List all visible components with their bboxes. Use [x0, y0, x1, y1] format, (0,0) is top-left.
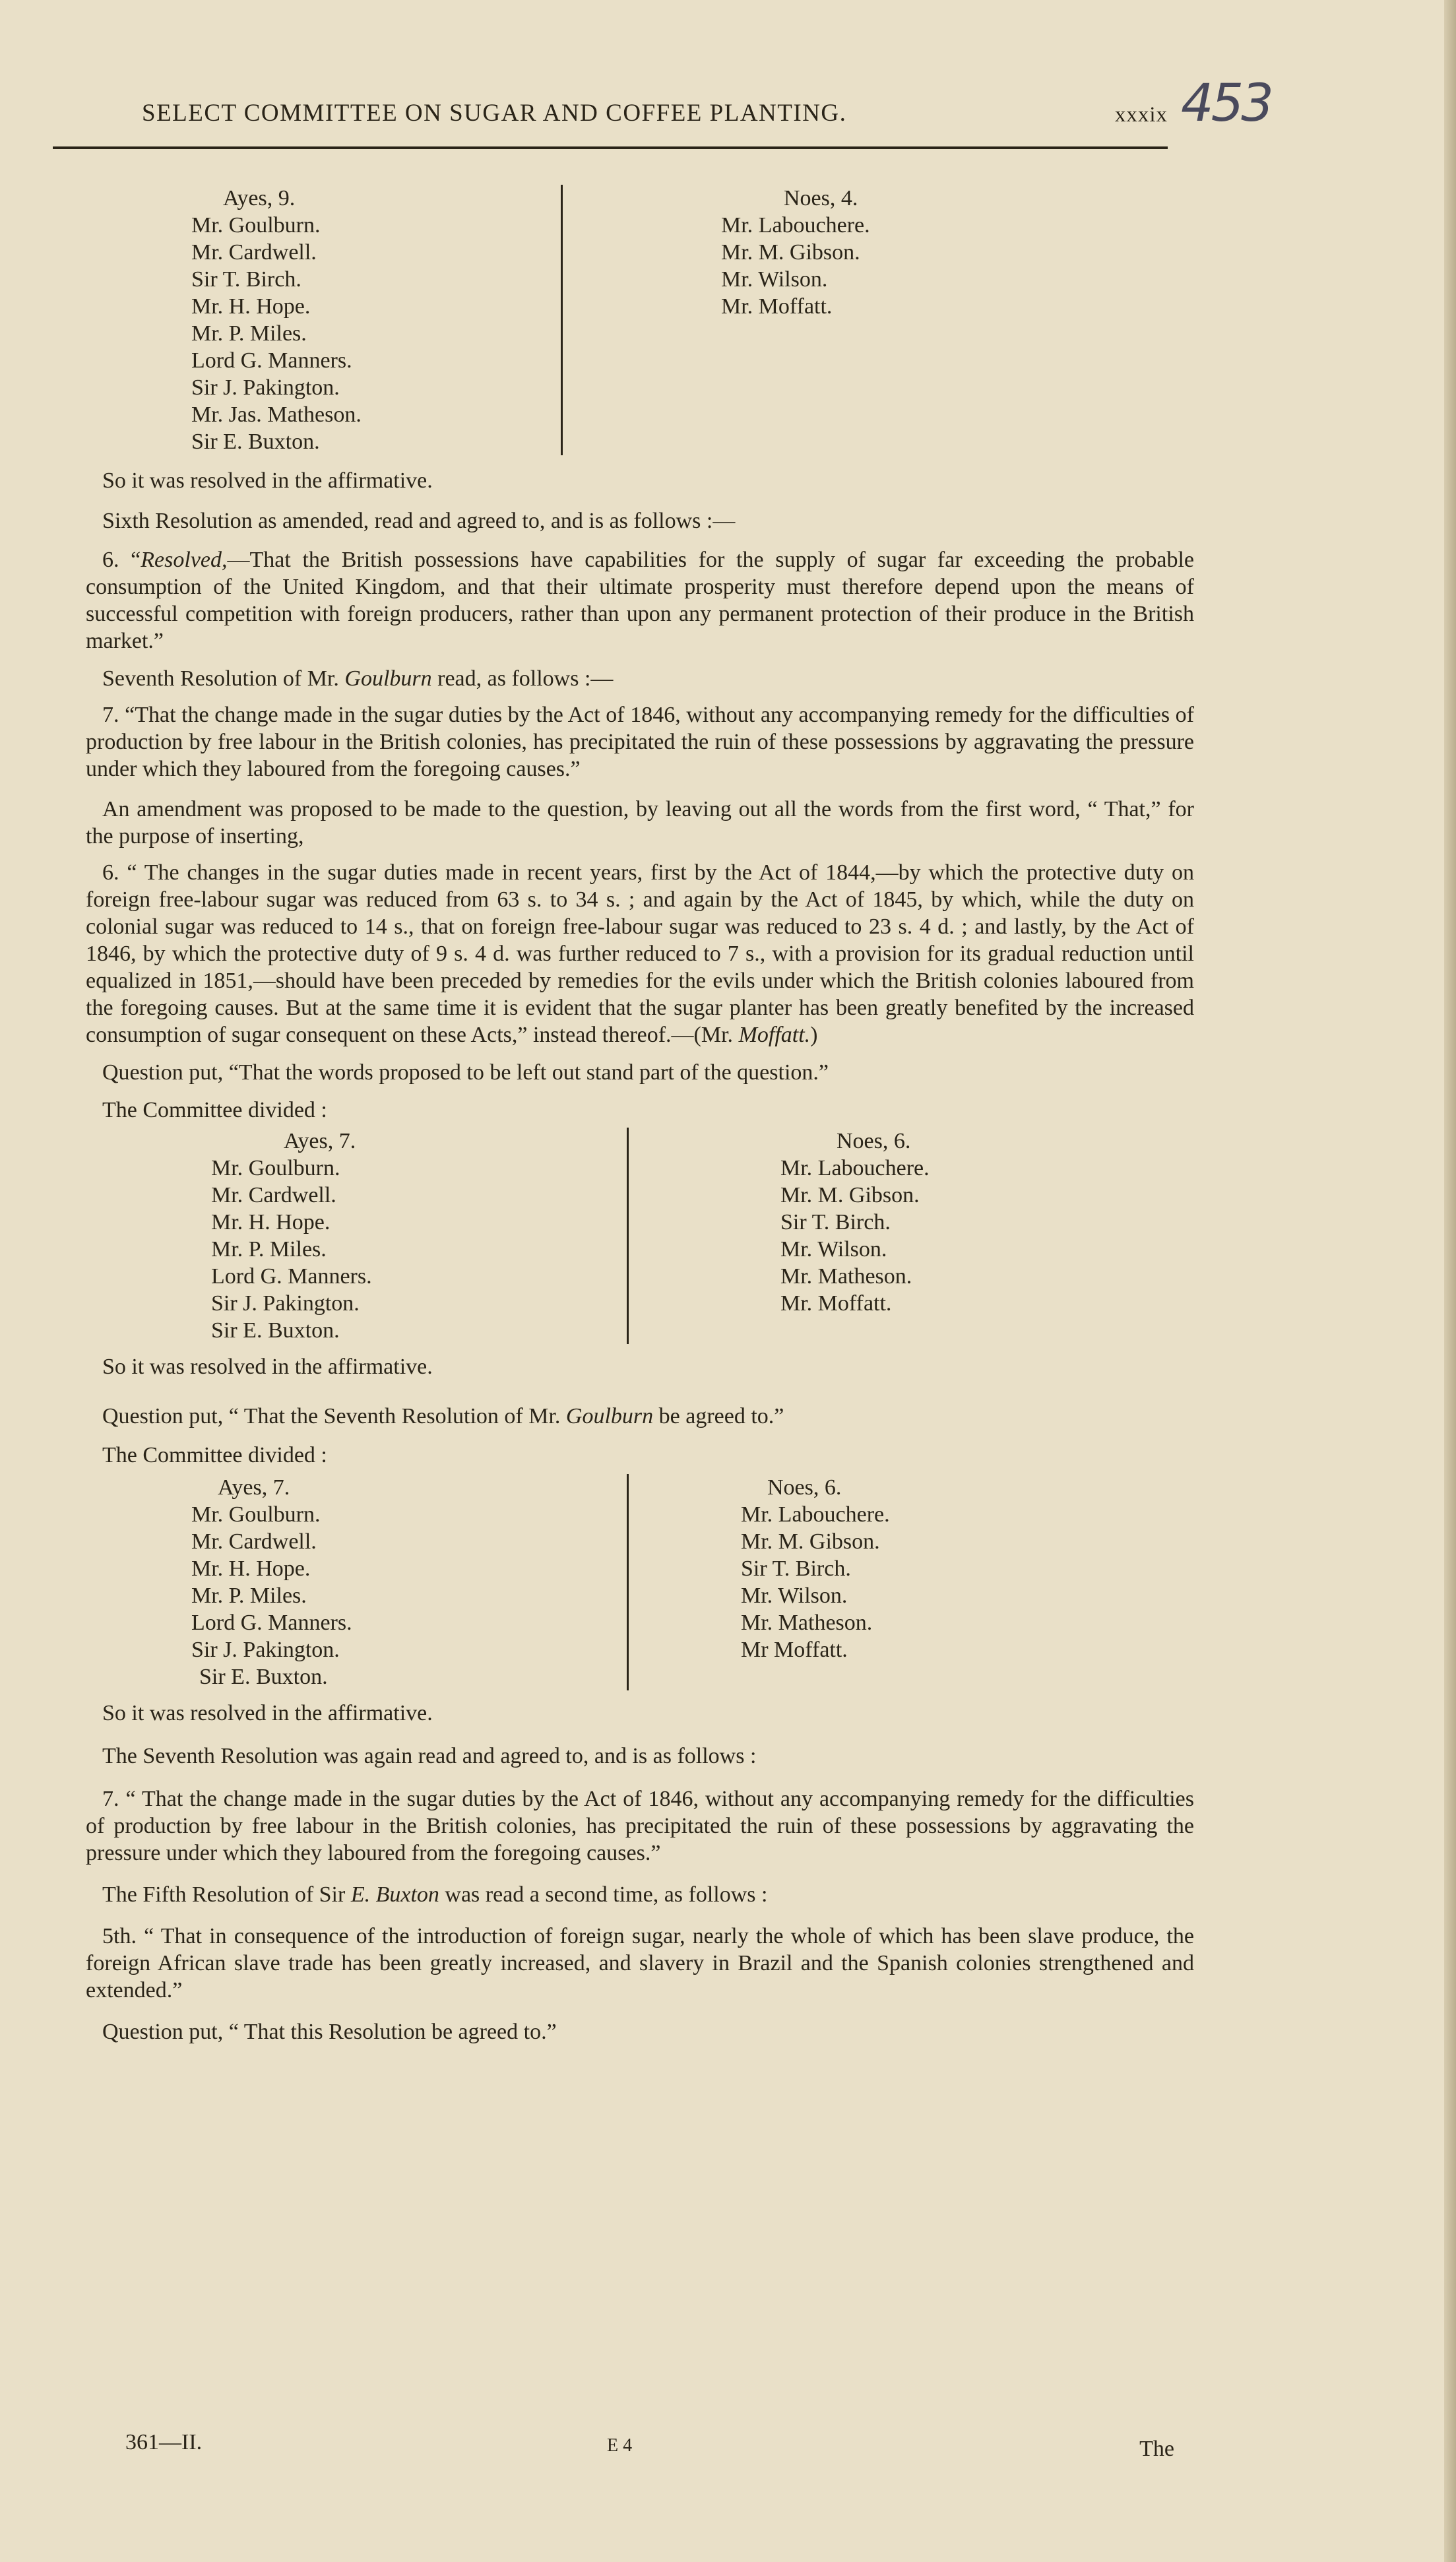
resolution-text: 5th. “ That in consequence of the introduction of foreign sugar, nearly the whole of which has been slave produce, the foreign African slave trade has been greatly increased, and slavery in Brazil and the Spanish colonies strengthened and extended.” — [86, 1924, 1194, 2002]
member-name: Mr. Goulburn. — [191, 1502, 321, 1527]
vote-division-3 — [191, 1474, 1194, 1690]
page-header — [142, 99, 1168, 152]
member-name: Sir J. Pakington. — [211, 1291, 360, 1316]
header-rule — [53, 146, 1168, 149]
member-name: Mr. H. Hope. — [191, 294, 311, 319]
member-name: Sir T. Birch. — [741, 1556, 851, 1581]
member-name: Sir T. Birch. — [780, 1210, 891, 1234]
noes-column — [627, 1128, 930, 1344]
member-name: Sir J. Pakington. — [191, 375, 340, 400]
member-name: Sir E. Buxton. — [191, 430, 320, 454]
member-name: Mr. P. Miles. — [191, 1584, 307, 1608]
noes-column — [627, 1474, 890, 1690]
member-name: Mr. P. Miles. — [211, 1237, 327, 1262]
member-name: Mr. M. Gibson. — [721, 240, 860, 265]
member-name: Mr Moffatt. — [741, 1638, 848, 1662]
member-name: Mr. Moffatt. — [780, 1291, 892, 1316]
amendment-text: 6. “ The changes in the sugar duties made in recent years, first by the Act of 1844,—by which the protective duty on foreign free-labour sugar was reduced from 63 s. to 34 s. ; and again by the Act of 1845, by which, while the duty on colonial sugar was reduced to 14 s., that on foreign free-labour sugar was reduced to 23 s. 4 d. ; and lastly, by the Act of 1846, by which the protective duty of 9 s. 4 d. was further reduced to 7 s., with a provision for its gradual reduction until equalized in 1851,—should have been preceded by remedies for the evils under which the British colonies laboured from the foregoing causes. But at the same time it is evident that the sugar planter has been greatly benefited by the increased consumption of sugar consequent on these Acts,” instead thereof.—(Mr. Moffatt.) — [86, 860, 1194, 1047]
resolution-text: 7. “That the change made in the sugar duties by the Act of 1846, without any accompanying remedy for the difficulties of production by free labour in the British colonies, has precipitated the ruin of these possessions by aggravating the pressure under which they laboured from the foregoing causes.” — [86, 703, 1194, 781]
resolution-number: 7. — [102, 1787, 119, 1811]
vote-division-1 — [191, 185, 1194, 455]
resolution-number: 7. — [102, 703, 119, 727]
ayes-column — [191, 185, 561, 455]
resolution-result: So it was resolved in the affirmative. — [102, 468, 433, 493]
paragraph: Question put, “That the words proposed to be left out stand part of the question.” — [102, 1060, 829, 1085]
member-name: Mr. Cardwell. — [211, 1183, 336, 1207]
handwritten-folio-number: 453 — [1181, 74, 1271, 133]
member-name: Mr. Goulburn. — [211, 1156, 340, 1180]
resolution-text: 7. “ That the change made in the sugar duties by the Act of 1846, without any accompanying remedy for the difficulties of production by free labour in the British colonies, has precipitated the ruin of these possessions by aggravating the pressure under which they laboured from the foregoing causes.” — [86, 1787, 1194, 1865]
member-name: Mr. P. Miles. — [191, 321, 307, 346]
noes-label: Noes, 4. — [784, 186, 858, 210]
resolution-number: 6. — [102, 860, 119, 885]
resolution-number: 5th. — [102, 1924, 137, 1948]
paragraph: Question put, “ That the Seventh Resolution of Mr. Goulburn be agreed to.” — [102, 1404, 784, 1428]
member-name: Mr. Matheson. — [741, 1611, 873, 1635]
noes-column — [561, 185, 870, 455]
member-name: Sir E. Buxton. — [211, 1318, 340, 1343]
page-number: xxxix — [1114, 103, 1168, 127]
member-name: Sir J. Pakington. — [191, 1638, 340, 1662]
resolved-word: Resolved, — [141, 548, 228, 572]
member-name: E. Buxton — [350, 1882, 439, 1907]
resolution-result: So it was resolved in the affirmative. — [102, 1355, 433, 1379]
paragraph: The Committee divided : — [102, 1443, 327, 1467]
ayes-label: Ayes, 7. — [218, 1475, 290, 1500]
noes-label: Noes, 6. — [767, 1475, 842, 1500]
member-name: Mr. Wilson. — [780, 1237, 887, 1262]
resolution-number: 6. — [102, 548, 119, 572]
paragraph: The Seventh Resolution was again read and agreed to, and is as follows : — [102, 1744, 757, 1768]
member-name: Moffatt. — [738, 1023, 811, 1047]
paper-number: 361—II. — [125, 2430, 203, 2454]
member-name: Mr. Labouchere. — [741, 1502, 890, 1527]
member-name: Mr. M. Gibson. — [780, 1183, 920, 1207]
catchword: The — [1139, 2437, 1174, 2461]
member-name: Mr. Moffatt. — [721, 294, 833, 319]
member-name: Lord G. Manners. — [191, 348, 352, 373]
member-name: Mr. H. Hope. — [191, 1556, 311, 1581]
ayes-column — [191, 1474, 627, 1690]
member-name: Mr. Jas. Matheson. — [191, 402, 362, 427]
signature-mark: E 4 — [607, 2435, 633, 2456]
member-name: Mr. Labouchere. — [721, 213, 870, 238]
member-name: Mr. M. Gibson. — [741, 1529, 880, 1554]
member-name: Mr. Goulburn. — [191, 213, 321, 238]
member-name: Mr. H. Hope. — [211, 1210, 331, 1234]
resolution-text: 6. “Resolved,—That the British possessions have capabilities for the supply of sugar far exceeding the probable consumption of the United Kingdom, and that their ultimate prosperity must therefore depend upon the means of successful competition with foreign producers, rather than upon any permanent protection of their produce in the British market.” — [86, 548, 1194, 653]
member-name: Mr. Wilson. — [741, 1584, 848, 1608]
paragraph: An amendment was proposed to be made to the question, by leaving out all the words from the first word, “ That,” for the purpose of inserting, — [86, 797, 1194, 849]
paragraph: Seventh Resolution of Mr. Goulburn read, as follows :— — [102, 666, 614, 691]
member-name: Mr. Labouchere. — [780, 1156, 930, 1180]
member-name: Mr. Matheson. — [780, 1264, 912, 1289]
running-title: SELECT COMMITTEE ON SUGAR AND COFFEE PLANTING. — [142, 100, 847, 127]
page-footer — [125, 2430, 1174, 2463]
paragraph: Sixth Resolution as amended, read and agreed to, and is as follows :— — [102, 509, 736, 533]
member-name: Mr. Wilson. — [721, 267, 828, 292]
resolution-result: So it was resolved in the affirmative. — [102, 1701, 433, 1725]
page-edge — [1444, 0, 1456, 2562]
paragraph: The Committee divided : — [102, 1098, 327, 1122]
member-name: Mr. Cardwell. — [191, 1529, 317, 1554]
ayes-label: Ayes, 9. — [223, 186, 296, 210]
member-name: Sir T. Birch. — [191, 267, 301, 292]
member-name: Lord G. Manners. — [191, 1611, 352, 1635]
member-name: Mr. Cardwell. — [191, 240, 317, 265]
document-body — [86, 185, 1194, 2045]
ayes-column — [211, 1128, 627, 1344]
member-name: Goulburn — [565, 1404, 654, 1428]
vote-division-2 — [211, 1128, 1194, 1344]
member-name: Lord G. Manners. — [211, 1264, 372, 1289]
paragraph: Question put, “ That this Resolution be agreed to.” — [102, 2020, 557, 2044]
ayes-label: Ayes, 7. — [284, 1129, 356, 1153]
member-name: Sir E. Buxton. — [199, 1665, 328, 1689]
paragraph: The Fifth Resolution of Sir E. Buxton was read a second time, as follows : — [102, 1882, 768, 1907]
member-name: Goulburn — [344, 666, 432, 691]
noes-label: Noes, 6. — [837, 1129, 911, 1153]
